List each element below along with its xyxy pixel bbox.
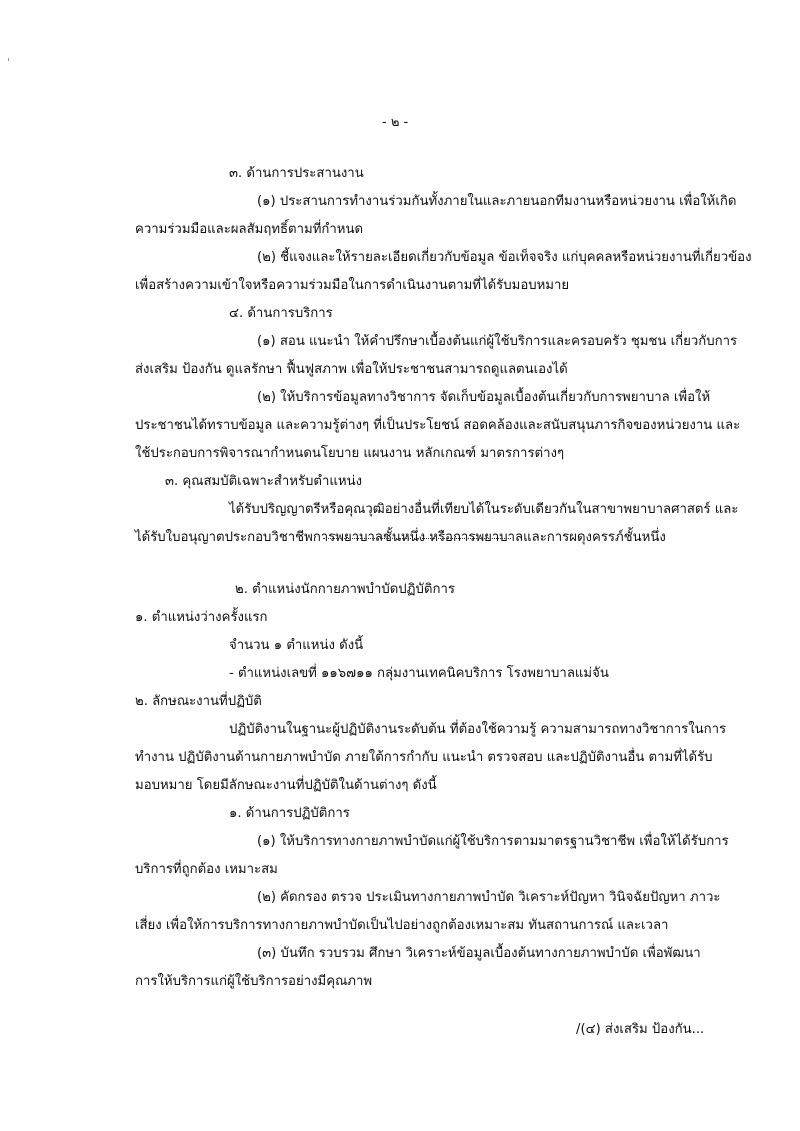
operations-item2-line1: (๒) คัดกรอง ตรวจ ประเมินทางกายภาพบำบัด วิเคราะห์ปัญหา วินิจฉัยปัญหา ภาวะ [257,890,721,905]
service-item2-line2: ประชาชนได้ทราบข้อมูล และความรู้ต่างๆ ที่เป็นประโยชน์ สอดคล้องและสนับสนุนภารกิจของหน่วยงาน และ [135,418,741,433]
continuation-note: /(๔) ส่งเสริม ป้องกัน... [576,1022,705,1037]
service-item1-line1: (๑) สอน แนะนำ ให้คำปรึกษาเบื้องต้นแก่ผู้ใช้บริการและครอบครัว ชุมชน เกี่ยวกับการ [257,334,738,349]
operations-item1-line1: (๑) ให้บริการทางกายภาพบำบัดแก่ผู้ใช้บริการตามมาตรฐานวิชาชีพ เพื่อให้ได้รับการ [257,834,729,849]
coordination-item2-line2: เพื่อสร้างความเข้าใจหรือความร่วมมือในการดำเนินงานตามที่ได้รับมอบหมาย [135,278,570,293]
operations-item3-line1: (๓) บันทึก รวบรวม ศึกษา วิเคราะห์ข้อมูลเบื้องต้นทางกายภาพบำบัด เพื่อพัฒนา [257,946,701,961]
duties-intro-line1: ปฏิบัติงานในฐานะผู้ปฏิบัติงานระดับต้น ที่ต้องใช้ความรู้ ความสามารถทางวิชาการในการ [229,722,727,737]
qualifications-line1: ได้รับปริญญาตรีหรือคุณวุฒิอย่างอื่นที่เทียบได้ในระดับเดียวกันในสาขาพยาบาลศาสตร์ และ [229,502,739,517]
vacancy-position: - ตำแหน่งเลขที่ ๑๑๖๗๑๑ กลุ่มงานเทคนิคบริการ โรงพยาบาลแม่จัน [229,666,609,681]
service-item2-line1: (๒) ให้บริการข้อมูลทางวิชาการ จัดเก็บข้อมูลเบื้องต้นเกี่ยวกับการพยาบาล เพื่อให้ [257,390,711,405]
duties-heading: ๒. ลักษณะงานที่ปฏิบัติ [135,694,262,709]
coordination-item2-line1: (๒) ชี้แจงและให้รายละเอียดเกี่ยวกับข้อมูล ข้อเท็จจริง แก่บุคคลหรือหน่วยงานที่เกี่ยวข้อง [257,250,752,265]
operations-item3-line2: การให้บริการแก่ผู้ใช้บริการอย่างมีคุณภาพ [135,974,373,989]
vacancy-count: จำนวน ๑ ตำแหน่ง ดังนี้ [229,638,364,653]
operations-heading: ๑. ด้านการปฏิบัติการ [229,806,350,821]
coordination-item1-line2: ความร่วมมือและผลสัมฤทธิ์ตามที่กำหนด [135,222,364,237]
operations-item1-line2: บริการที่ถูกต้อง เหมาะสม [135,862,278,877]
vacancy-heading: ๑. ตำแหน่งว่างครั้งแรก [135,610,268,625]
service-item1-line2: ส่งเสริม ป้องกัน ดูแลรักษา ฟื้นฟูสภาพ เพื่อให้ประชาชนสามารถดูแลตนเองได้ [135,362,568,377]
coordination-heading: ๓. ด้านการประสานงาน [229,166,364,181]
scan-artifact [8,58,9,61]
page-number: - ๒ - [382,115,409,130]
section-divider [323,538,511,539]
coordination-item1-line1: (๑) ประสานการทำงานร่วมกันทั้งภายในและภายนอกทีมงานหรือหน่วยงาน เพื่อให้เกิด [257,194,737,209]
duties-intro-line2: ทำงาน ปฏิบัติงานด้านกายภาพบำบัด ภายใต้การกำกับ แนะนำ ตรวจสอบ และปฏิบัติงานอื่น ตามที่ได้รับ [135,750,713,765]
operations-item2-line2: เสี่ยง เพื่อให้การบริการทางกายภาพบำบัดเป็นไปอย่างถูกต้องเหมาะสม ทันสถานการณ์ และเวลา [135,918,669,933]
qualifications-heading: ๓. คุณสมบัติเฉพาะสำหรับตำแหน่ง [165,474,363,489]
service-item2-line3: ใช้ประกอบการพิจารณากำหนดนโยบาย แผนงาน หลักเกณฑ์ มาตรการต่างๆ [135,446,565,461]
section2-title: ๒. ตำแหน่งนักกายภาพบำบัดปฏิบัติการ [235,582,455,597]
duties-intro-line3: มอบหมาย โดยมีลักษณะงานที่ปฏิบัติในด้านต่างๆ ดังนี้ [135,778,437,793]
qualifications-line2: ได้รับใบอนุญาตประกอบวิชาชีพการพยาบาลชั้นหนึ่ง หรือการพยาบาลและการผดุงครรภ์ชั้นหนึ่ง [135,530,666,545]
service-heading: ๔. ด้านการบริการ [229,306,333,321]
